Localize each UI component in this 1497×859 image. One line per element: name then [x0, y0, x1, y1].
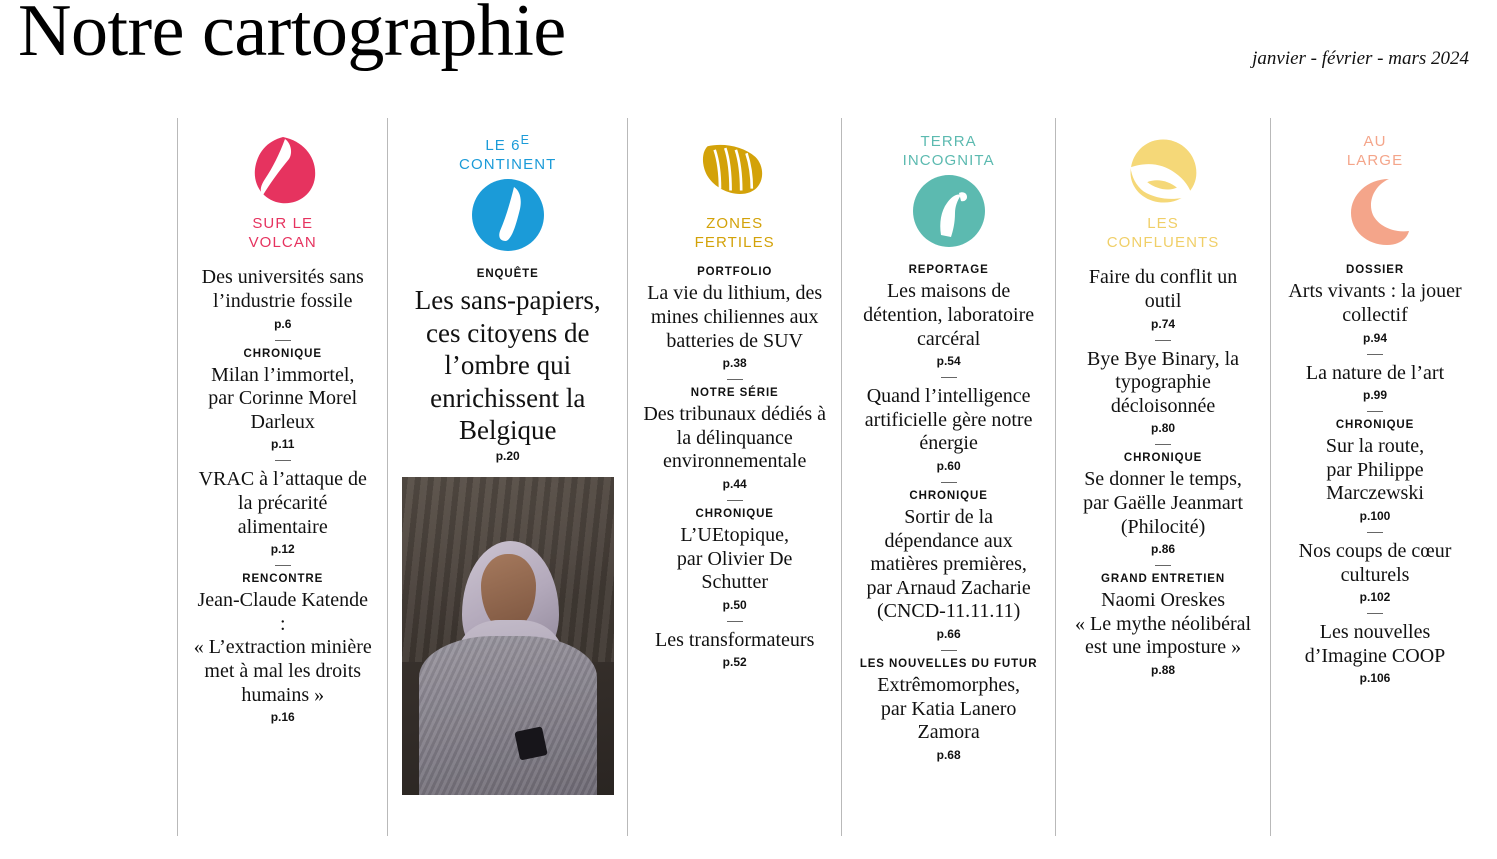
- entry-page: p.54: [936, 354, 961, 369]
- entry[interactable]: [192, 468, 373, 556]
- entry-title: La nature de l’art: [1305, 361, 1445, 384]
- entry-kicker: RENCONTRE: [242, 573, 324, 586]
- entry-kicker: CHRONIQUE: [1123, 452, 1203, 465]
- entry[interactable]: [642, 387, 827, 491]
- entry-title: VRAC à l’attaque de la précarité alimentaire: [198, 468, 367, 538]
- divider: [1155, 340, 1171, 341]
- entry-page: p.12: [270, 542, 295, 557]
- entry-author: par Katia Lanero Zamora: [880, 697, 1017, 744]
- entry[interactable]: [402, 268, 613, 463]
- entry-kicker: REPORTAGE: [908, 264, 989, 277]
- entry-title: L’UEtopique,: [680, 523, 790, 546]
- entries-large: [1285, 264, 1465, 685]
- logo-confluents-wrap: [1070, 132, 1256, 210]
- entry-page: p.16: [270, 710, 295, 725]
- entry[interactable]: [192, 266, 373, 330]
- entry-page: p.20: [495, 449, 520, 464]
- entry-page: p.86: [1151, 542, 1176, 557]
- continent-icon: [470, 177, 546, 253]
- divider: [275, 460, 291, 461]
- entry[interactable]: [1285, 419, 1465, 523]
- entry[interactable]: [856, 490, 1041, 641]
- entry-page: p.80: [1151, 421, 1176, 436]
- entry-title: Des tribunaux dédiés à la délinquance environnementale: [643, 403, 827, 473]
- issue-date: janvier - février - mars 2024: [1252, 48, 1469, 69]
- entry-kicker: PORTFOLIO: [697, 266, 773, 279]
- gutter-left: [18, 118, 177, 836]
- entry[interactable]: [1285, 540, 1465, 604]
- entries-confluents: [1070, 266, 1256, 677]
- entry-title: Arts vivants : la jouer collectif: [1288, 280, 1462, 326]
- entry-page: p.102: [1359, 590, 1391, 605]
- entry-title: Milan l’immortel,: [211, 363, 355, 386]
- divider: [1155, 565, 1171, 566]
- entry-title: Quand l’intelligence artificielle gère notre énergie: [864, 385, 1033, 455]
- entry-page: p.94: [1363, 330, 1388, 345]
- entry-page: p.38: [722, 356, 747, 371]
- divider: [1367, 613, 1383, 614]
- entry-title: Les nouvelles d’Imagine COOP: [1304, 621, 1446, 667]
- entry-author: par Philippe Marczewski: [1326, 458, 1424, 505]
- entry-title: Les transformateurs: [654, 628, 815, 651]
- entry[interactable]: [856, 385, 1041, 473]
- entry-subtitle: « L’extraction minière met à mal les droits humains »: [193, 636, 372, 706]
- divider: [1367, 354, 1383, 355]
- entries-volcan: [192, 266, 373, 724]
- page-title: Notre cartographie: [18, 0, 566, 72]
- entry[interactable]: [642, 508, 827, 612]
- section-au-large[interactable]: [1270, 118, 1479, 836]
- entry-page: p.11: [271, 437, 295, 452]
- entry-kicker: GRAND ENTRETIEN: [1101, 573, 1226, 586]
- section-sur-le-volcan[interactable]: [177, 118, 387, 836]
- entry-kicker: CHRONIQUE: [909, 489, 988, 502]
- entry-kicker: NOTRE SÉRIE: [690, 387, 779, 400]
- entries-continent: [402, 268, 613, 795]
- entry[interactable]: [1070, 348, 1256, 436]
- entry[interactable]: [856, 658, 1041, 762]
- entry[interactable]: [1285, 264, 1465, 344]
- entry-author: par Gaëlle Jeanmart (Philocité): [1083, 491, 1244, 538]
- entry-page: p.50: [722, 597, 747, 612]
- section-zones-fertiles[interactable]: [627, 118, 841, 836]
- entry-title: Naomi Oreskes: [1101, 589, 1225, 612]
- entry-page: p.68: [936, 747, 961, 762]
- divider: [1155, 444, 1171, 445]
- entry[interactable]: [856, 264, 1041, 368]
- entry-title: Extrêmomorphes,: [877, 673, 1020, 696]
- wheat-icon: [697, 133, 773, 209]
- entry-subtitle: « Le mythe néolibéral est une imposture »: [1075, 612, 1252, 659]
- entry-title: Sur la route,: [1325, 435, 1425, 458]
- entry-page: p.100: [1359, 508, 1391, 523]
- entry-title: La vie du lithium, des mines chiliennes aux batteries de SUV: [647, 282, 823, 352]
- logo-terra-wrap: [856, 172, 1041, 250]
- entries-terra: [856, 264, 1041, 761]
- divider: [1367, 411, 1383, 412]
- entry-page: p.6: [274, 316, 292, 331]
- entry-title: Bye Bye Binary, la typographie décloisonnée: [1087, 347, 1240, 417]
- entry-page: p.60: [936, 458, 961, 473]
- entry[interactable]: [192, 348, 373, 452]
- entry-page: p.99: [1363, 388, 1388, 403]
- entry-kicker: CHRONIQUE: [695, 507, 774, 520]
- entry-kicker: DOSSIER: [1345, 264, 1405, 277]
- entry[interactable]: [192, 573, 373, 724]
- entries-zones: [642, 266, 827, 669]
- volcano-icon: [245, 133, 321, 209]
- entry-kicker: CHRONIQUE: [243, 347, 322, 360]
- divider: [727, 379, 743, 380]
- entry[interactable]: [1070, 266, 1256, 330]
- entry-author: par Olivier De Schutter: [676, 547, 793, 594]
- entry-kicker: LES NOUVELLES DU FUTUR: [859, 657, 1038, 670]
- entry-kicker: ENQUÊTE: [476, 268, 539, 281]
- entry-title: Des universités sans l’industrie fossile: [201, 266, 364, 312]
- rubric-top-large: AU LARGE: [1346, 133, 1404, 170]
- moon-icon: [1337, 173, 1413, 249]
- entry-title: Les maisons de détention, laboratoire carcéral: [863, 280, 1035, 350]
- rubric-top-terra: TERRA INCOGNITA: [902, 133, 995, 170]
- entry-author: par Arnaud Zacharie (CNCD-11.11.11): [866, 576, 1031, 623]
- entry-page: p.44: [722, 476, 747, 491]
- entry-page: p.66: [936, 626, 961, 641]
- entry[interactable]: [1070, 573, 1256, 677]
- confluents-icon: [1125, 133, 1201, 209]
- entry-page: p.74: [1151, 316, 1176, 331]
- entry[interactable]: [1285, 362, 1465, 403]
- entry-page: p.106: [1359, 671, 1391, 686]
- entry[interactable]: [642, 629, 827, 670]
- logo-continent-wrap: [402, 176, 613, 254]
- entry-page: p.52: [722, 655, 747, 670]
- divider: [275, 565, 291, 566]
- entry-title: Jean-Claude Katende :: [197, 589, 368, 635]
- logo-zones-wrap: [642, 132, 827, 210]
- entry-page: p.88: [1151, 662, 1176, 677]
- divider: [1367, 532, 1383, 533]
- cover-photo: [402, 477, 614, 795]
- entry[interactable]: [642, 266, 827, 370]
- section-le-6e-continent[interactable]: [387, 118, 627, 836]
- entry[interactable]: [1070, 452, 1256, 556]
- logo-volcan-wrap: [192, 132, 373, 210]
- entry-title: Sortir de la dépendance aux matières premières,: [870, 505, 1027, 576]
- divider: [275, 340, 291, 341]
- rubric-bottom-confluents: LES CONFLUENTS: [1106, 215, 1220, 252]
- entry-title: Nos coups de cœur culturels: [1298, 539, 1452, 586]
- divider: [727, 500, 743, 501]
- entry[interactable]: [1285, 621, 1465, 685]
- entry-kicker: CHRONIQUE: [1335, 419, 1415, 432]
- divider: [941, 650, 957, 651]
- rubric-bottom-volcan: SUR LE VOLCAN: [248, 215, 317, 252]
- logo-large-wrap: [1285, 172, 1465, 250]
- entry-title: Faire du conflit un outil: [1088, 266, 1238, 312]
- entry-title: Les sans-papiers, ces citoyens de l’ombre qui enrichissent la Belgique: [414, 285, 601, 445]
- page-header: [18, 0, 1479, 118]
- divider: [941, 482, 957, 483]
- divider: [727, 621, 743, 622]
- bear-icon: [911, 173, 987, 249]
- rubric-top-continent: LE $6^E$ CONTINENT: [459, 133, 557, 174]
- entry-title: Se donner le temps,: [1084, 468, 1242, 491]
- section-les-confluents[interactable]: [1055, 118, 1270, 836]
- entry-author: par Corinne Morel Darleux: [208, 387, 358, 433]
- contents-columns: [18, 118, 1479, 836]
- divider: [941, 377, 957, 378]
- section-terra-incognita[interactable]: [841, 118, 1055, 836]
- rubric-bottom-zones: ZONES FERTILES: [694, 215, 775, 252]
